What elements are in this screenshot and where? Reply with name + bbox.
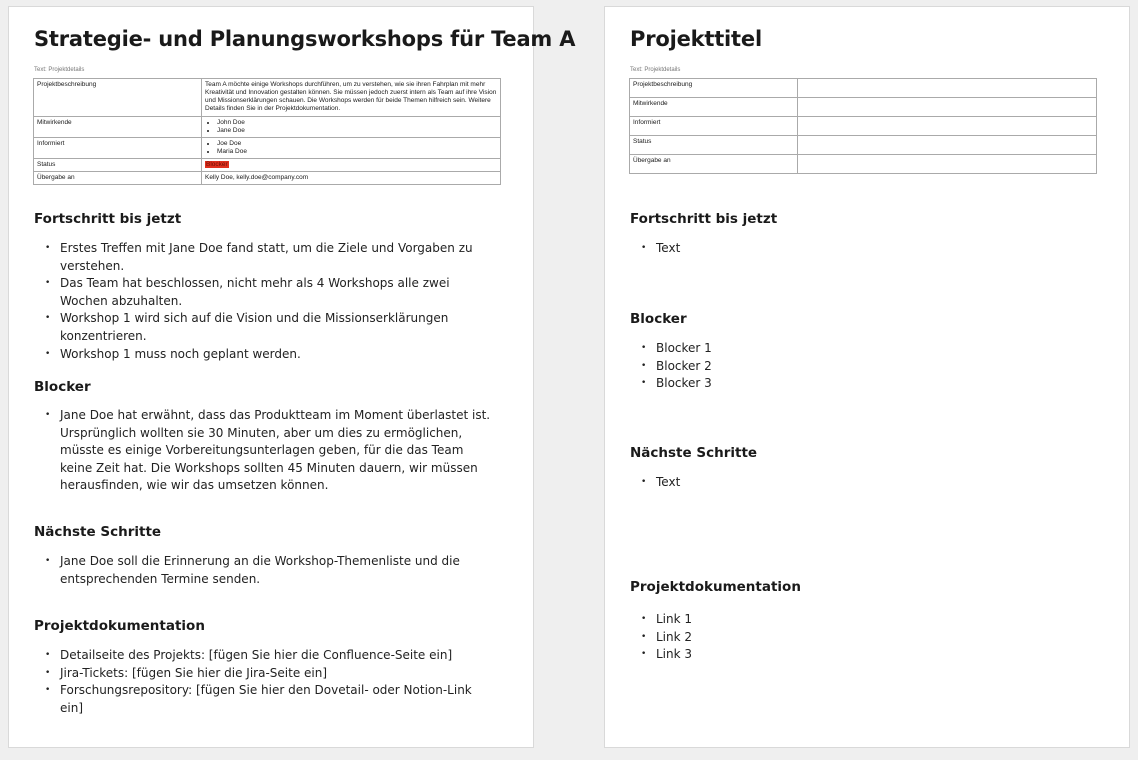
project-details-table [629,78,1097,174]
docs-list [34,647,494,717]
next-steps-list [34,553,494,588]
row-label: Übergabe an [630,155,798,174]
row-label: Übergabe an [34,172,202,185]
list-item: • Blocker 3 [630,375,712,393]
document-title: Strategie- und Planungsworkshops für Team A [34,27,576,51]
row-label: Mitwirkende [630,98,798,117]
docs-heading: Projektdokumentation [34,618,205,634]
contributors-cell [202,116,501,137]
list-item: • Link 3 [630,646,692,664]
table-caption: Text: Projektdetails [34,67,85,73]
status-badge: Blocker [206,161,228,168]
blockers-heading: Blocker [34,379,91,395]
list-item: • Jane Doe [217,127,497,135]
informed-list [205,140,497,156]
table-row [630,79,1097,98]
progress-list [34,240,494,363]
table-row [34,137,501,158]
list-item: • Link 2 [630,629,692,647]
table-row [630,155,1097,174]
blockers-list [34,407,494,495]
empty-cell [798,136,1097,155]
next-steps-heading: Nächste Schritte [34,524,162,540]
list-item: • Erstes Treffen mit Jane Doe fand statt, um die Ziele und Vorgaben zu verstehen. [34,240,494,275]
next-steps-heading: Nächste Schritte [630,445,758,461]
row-label: Status [630,136,798,155]
row-label: Projektbeschreibung [34,79,202,117]
document-page-template [604,6,1130,748]
list-item: • Text [630,474,680,492]
table-row [34,79,501,117]
list-item: • Jane Doe soll die Erinnerung an die Workshop-Themenliste und die entsprechenden Termine senden. [34,553,494,588]
row-label: Informiert [34,137,202,158]
table-row [630,136,1097,155]
contributors-list [205,119,497,135]
list-item: • Blocker 2 [630,358,712,376]
list-item: • Link 1 [630,611,692,629]
table-row [34,116,501,137]
status-cell [202,159,501,172]
blockers-heading: Blocker [630,311,687,327]
list-item: • Joe Doe [217,140,497,148]
list-item: • Workshop 1 muss noch geplant werden. [34,346,494,364]
list-item: • Das Team hat beschlossen, nicht mehr als 4 Workshops alle zwei Wochen abzuhalten. [34,275,494,310]
row-label: Status [34,159,202,172]
table-row [630,98,1097,117]
document-title: Projekttitel [630,27,762,51]
list-item: • Maria Doe [217,148,497,156]
list-item: • Jane Doe hat erwähnt, dass das Produktteam im Moment überlastet ist. Ursprünglich wollten sie 30 Minuten, aber um dies zu ermöglichen, müsste es einige Vorbereitungsunterlagen geben, für die das Team keine Zeit hat. Die Workshops sollten 45 Minuten dauern, wir müssen herausfinden, wie wir das umsetzen können. [34,407,494,495]
empty-cell [798,98,1097,117]
list-item: • Detailseite des Projekts: [fügen Sie hier die Confluence-Seite ein] [34,647,494,665]
list-item: • Jira-Tickets: [fügen Sie hier die Jira-Seite ein] [34,665,494,683]
table-row [34,159,501,172]
list-item: • Blocker 1 [630,340,712,358]
progress-heading: Fortschritt bis jetzt [34,211,182,227]
docs-heading: Projektdokumentation [630,579,801,595]
list-item: • Workshop 1 wird sich auf die Vision und die Missionserklärungen konzentrieren. [34,310,494,345]
project-description-value: Team A möchte einige Workshops durchführen, um zu verstehen, wie sie ihren Fahrplan mit mehr Kreativität und Innovation gestalten können. Sie müssen jedoch zuerst intern als Team auf ihre Vision und Missionserklärungen schauen. Die Workshops werden für beide Themen hilfreich sein. Weitere Details finden Sie in der Projektdokumentation. [202,79,501,117]
blockers-list [630,340,712,393]
empty-cell [798,155,1097,174]
empty-cell [798,117,1097,136]
row-label: Mitwirkende [34,116,202,137]
handover-value: Kelly Doe, kelly.doe@company.com [202,172,501,185]
project-details-table [33,78,501,185]
docs-list [630,611,692,664]
table-row [630,117,1097,136]
table-row [34,172,501,185]
progress-heading: Fortschritt bis jetzt [630,211,778,227]
table-caption: Text: Projektdetails [630,67,681,73]
progress-list [630,240,680,258]
row-label: Projektbeschreibung [630,79,798,98]
document-page-filled [8,6,576,748]
list-item: • Text [630,240,680,258]
next-steps-list [630,474,680,492]
empty-cell [798,79,1097,98]
informed-cell [202,137,501,158]
list-item: • John Doe [217,119,497,127]
list-item: • Forschungsrepository: [fügen Sie hier den Dovetail- oder Notion-Link ein] [34,682,494,717]
row-label: Informiert [630,117,798,136]
